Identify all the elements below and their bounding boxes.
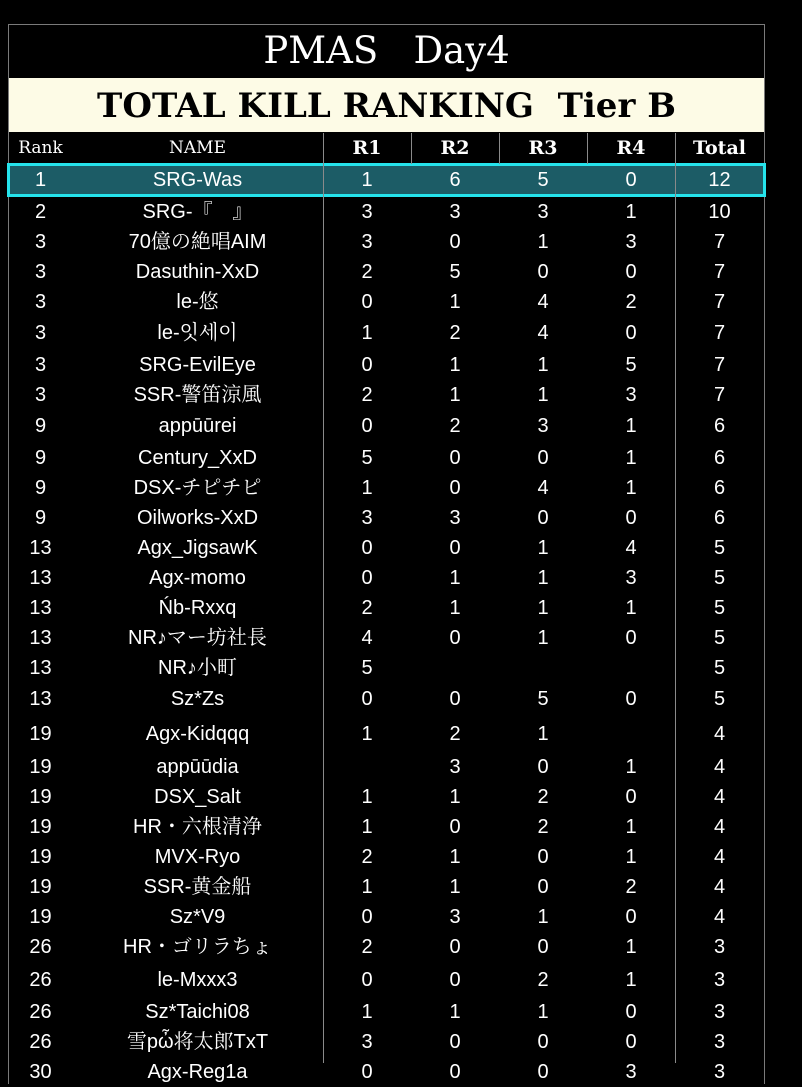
r4-cell: 1 (625, 936, 637, 958)
r4-cell: 5 (625, 354, 637, 376)
r3-cell: 3 (537, 415, 549, 437)
name-cell: NR♪マー坊社長 (128, 627, 267, 649)
r1-cell: 0 (361, 1061, 373, 1083)
r3-cell: 1 (537, 597, 549, 619)
r3-cell (499, 653, 587, 683)
name-cell: Agx_JigsawK (137, 537, 258, 559)
ranking-banner: TOTAL KILL RANKING Tier B (9, 78, 764, 132)
r1-cell: 2 (361, 936, 373, 958)
r4-cell: 0 (625, 169, 637, 191)
r2-cell: 1 (449, 876, 461, 898)
r4-cell: 1 (625, 756, 637, 778)
name-cell: Sz*Taichi08 (145, 1001, 250, 1023)
r4-cell: 1 (625, 969, 637, 991)
name-cell: Sz*Zs (170, 688, 225, 710)
table-row (9, 380, 764, 410)
rank-cell: 13 (29, 537, 52, 559)
total-cell: 6 (713, 447, 726, 469)
r2-cell: 2 (449, 415, 461, 437)
rank-cell: 9 (34, 477, 47, 499)
header-total: Total (693, 137, 746, 159)
total-cell: 10 (708, 201, 731, 223)
rank-cell: 30 (29, 1061, 52, 1083)
total-cell: 5 (713, 688, 726, 710)
r4-cell: 0 (625, 507, 637, 529)
total-cell: 4 (713, 906, 726, 928)
table-row (9, 563, 764, 593)
r3-cell: 0 (537, 936, 549, 958)
r1-cell: 3 (361, 1031, 373, 1053)
table-row (9, 197, 764, 227)
total-cell: 3 (713, 969, 726, 991)
total-cell: 7 (713, 354, 726, 376)
total-cell: 4 (713, 723, 726, 745)
rank-cell: 9 (34, 415, 47, 437)
name-cell: HR・ゴリラちょ (123, 936, 272, 958)
r2-cell: 0 (449, 231, 461, 253)
r2-cell: 0 (449, 1061, 461, 1083)
r3-cell: 0 (537, 1031, 549, 1053)
table-row (9, 932, 764, 962)
r2-cell: 0 (449, 1031, 461, 1053)
r2-cell: 1 (449, 597, 461, 619)
r2-cell: 0 (449, 537, 461, 559)
rank-cell: 3 (34, 261, 47, 283)
rank-cell: 3 (34, 322, 47, 344)
page-title: PMAS Day4 (263, 29, 510, 72)
r4-cell: 0 (625, 1001, 637, 1023)
r1-cell: 4 (361, 627, 373, 649)
rank-cell: 19 (29, 786, 52, 808)
r1-cell: 0 (361, 688, 373, 710)
rank-cell: 26 (29, 1031, 52, 1053)
r4-cell: 1 (625, 816, 637, 838)
r4-cell: 4 (625, 537, 637, 559)
total-cell: 5 (713, 537, 726, 559)
r2-cell: 2 (449, 723, 461, 745)
r1-cell: 5 (361, 447, 373, 469)
r4-cell: 3 (625, 1061, 637, 1083)
name-cell: DSX_Salt (154, 786, 241, 808)
rank-cell: 26 (29, 969, 52, 991)
name-cell: 雪pὦ将太郎TxT (126, 1031, 269, 1053)
header-name: NAME (169, 138, 226, 158)
r2-cell: 1 (449, 384, 461, 406)
rank-cell: 19 (29, 723, 52, 745)
column-divider (587, 133, 588, 164)
rank-cell: 19 (29, 906, 52, 928)
r3-cell: 0 (537, 756, 549, 778)
r3-cell: 4 (537, 477, 549, 499)
r1-cell: 2 (361, 846, 373, 868)
table-row (9, 653, 764, 683)
r3-cell: 0 (537, 507, 549, 529)
r4-cell: 3 (625, 231, 637, 253)
r1-cell: 3 (361, 201, 373, 223)
table-row (9, 533, 764, 563)
rank-cell: 3 (34, 354, 47, 376)
rank-cell: 13 (29, 688, 52, 710)
rank-cell: 3 (34, 384, 47, 406)
table-row (9, 902, 764, 932)
header-r1: R1 (352, 137, 382, 159)
table-row (9, 503, 764, 533)
r3-cell: 1 (537, 231, 549, 253)
rank-cell: 13 (29, 627, 52, 649)
table-row (9, 287, 764, 317)
r4-cell: 0 (625, 688, 637, 710)
r2-cell: 2 (449, 322, 461, 344)
total-cell: 6 (713, 477, 726, 499)
r2-cell: 1 (449, 1001, 461, 1023)
table-row (9, 1057, 764, 1087)
r1-cell: 1 (361, 723, 373, 745)
r2-cell: 5 (449, 261, 461, 283)
r4-cell: 2 (625, 876, 637, 898)
r1-cell (323, 752, 411, 782)
header-r4: R4 (616, 137, 646, 159)
total-cell: 5 (713, 657, 726, 679)
rank-cell: 26 (29, 1001, 52, 1023)
r2-cell: 1 (449, 354, 461, 376)
r4-cell (587, 719, 675, 749)
r1-cell: 1 (361, 169, 373, 191)
name-cell: SRG-Was (152, 169, 243, 191)
name-cell: Sz*V9 (169, 906, 226, 928)
table-row (9, 782, 764, 812)
table-row (9, 719, 764, 749)
total-cell: 5 (713, 597, 726, 619)
rank-cell: 26 (29, 936, 52, 958)
r4-cell: 1 (625, 415, 637, 437)
table-row (9, 443, 764, 473)
name-cell: Ńb-Rxxq (158, 597, 237, 619)
name-cell: le-Mxxx3 (157, 969, 238, 991)
r3-cell: 0 (537, 876, 549, 898)
r2-cell: 0 (449, 936, 461, 958)
rank-cell: 3 (34, 291, 47, 313)
name-cell: appūūrei (158, 415, 237, 437)
r1-cell: 0 (361, 537, 373, 559)
name-cell: NR♪小町 (158, 657, 237, 679)
total-cell: 7 (713, 291, 726, 313)
name-cell: SSR-警笛涼風 (133, 384, 262, 406)
total-cell: 4 (713, 786, 726, 808)
r3-cell: 5 (537, 688, 549, 710)
total-cell: 12 (708, 169, 731, 191)
total-cell: 3 (713, 1031, 726, 1053)
r2-cell: 1 (449, 567, 461, 589)
r3-cell: 1 (537, 723, 549, 745)
r3-cell: 4 (537, 291, 549, 313)
r4-cell: 1 (625, 201, 637, 223)
total-cell: 6 (713, 415, 726, 437)
table-row (9, 1027, 764, 1057)
r4-cell: 0 (625, 786, 637, 808)
name-cell: SRG-EvilEye (139, 354, 256, 376)
table-row (9, 965, 764, 995)
total-cell: 3 (713, 1061, 726, 1083)
r2-cell: 0 (449, 816, 461, 838)
total-cell: 4 (713, 876, 726, 898)
r4-cell: 0 (625, 627, 637, 649)
r2-cell: 0 (449, 627, 461, 649)
table-row (9, 350, 764, 380)
r4-cell: 0 (625, 1031, 637, 1053)
total-cell: 7 (713, 322, 726, 344)
rank-cell: 9 (34, 507, 47, 529)
r3-cell: 3 (537, 201, 549, 223)
r4-cell: 1 (625, 846, 637, 868)
rank-cell: 13 (29, 657, 52, 679)
r4-cell: 3 (625, 384, 637, 406)
r1-cell: 0 (361, 969, 373, 991)
r1-cell: 1 (361, 477, 373, 499)
table-row (9, 318, 764, 348)
r2-cell: 3 (449, 756, 461, 778)
total-cell: 5 (713, 627, 726, 649)
column-divider (499, 133, 500, 164)
header-rank: Rank (18, 138, 63, 158)
rank-cell: 9 (34, 447, 47, 469)
name-cell: le-悠 (176, 291, 219, 313)
r4-cell: 3 (625, 567, 637, 589)
r3-cell: 4 (537, 322, 549, 344)
r2-cell: 1 (449, 786, 461, 808)
r3-cell: 1 (537, 627, 549, 649)
r4-cell: 2 (625, 291, 637, 313)
r4-cell: 1 (625, 597, 637, 619)
r3-cell: 1 (537, 384, 549, 406)
name-cell: Century_XxD (138, 447, 257, 469)
name-cell: Oilworks-XxD (136, 507, 259, 529)
table-header (9, 133, 764, 164)
r2-cell: 0 (449, 447, 461, 469)
rank-cell: 2 (34, 201, 47, 223)
r3-cell: 0 (537, 846, 549, 868)
r4-cell: 1 (625, 477, 637, 499)
table-row (9, 842, 764, 872)
r1-cell: 0 (361, 291, 373, 313)
r3-cell: 1 (537, 567, 549, 589)
rank-cell: 19 (29, 846, 52, 868)
r2-cell: 0 (449, 688, 461, 710)
table-row (9, 812, 764, 842)
r2-cell: 6 (449, 169, 461, 191)
header-r3: R3 (528, 137, 558, 159)
r3-cell: 0 (537, 261, 549, 283)
r3-cell: 0 (537, 447, 549, 469)
r3-cell: 2 (537, 786, 549, 808)
name-cell: Agx-Reg1a (147, 1061, 248, 1083)
r1-cell: 1 (361, 816, 373, 838)
total-cell: 7 (713, 231, 726, 253)
column-divider (411, 133, 412, 164)
r1-cell: 3 (361, 507, 373, 529)
rank-cell: 1 (34, 169, 47, 191)
name-cell: Agx-momo (149, 567, 246, 589)
total-cell: 3 (713, 1001, 726, 1023)
r1-cell: 3 (361, 231, 373, 253)
table-row (9, 684, 764, 714)
rank-cell: 19 (29, 816, 52, 838)
table-row (9, 227, 764, 257)
total-cell: 4 (713, 816, 726, 838)
r1-cell: 2 (361, 384, 373, 406)
table-row (9, 872, 764, 902)
total-cell: 7 (713, 261, 726, 283)
r3-cell: 1 (537, 537, 549, 559)
r2-cell: 0 (449, 969, 461, 991)
r3-cell: 2 (537, 969, 549, 991)
table-row (9, 257, 764, 287)
r1-cell: 0 (361, 906, 373, 928)
table-row (9, 997, 764, 1027)
r2-cell: 3 (449, 201, 461, 223)
r4-cell: 1 (625, 447, 637, 469)
r1-cell: 0 (361, 354, 373, 376)
r4-cell: 0 (625, 261, 637, 283)
r2-cell: 0 (449, 477, 461, 499)
table-row (9, 473, 764, 503)
r1-cell: 1 (361, 786, 373, 808)
r2-cell: 1 (449, 291, 461, 313)
r4-cell: 0 (625, 322, 637, 344)
r1-cell: 1 (361, 322, 373, 344)
name-cell: 70億の絶唱AIM (128, 231, 267, 253)
rank-cell: 13 (29, 567, 52, 589)
r3-cell: 2 (537, 816, 549, 838)
name-cell: Dasuthin-XxD (135, 261, 260, 283)
name-cell: SRG-『 』 (142, 201, 253, 223)
table-row (9, 593, 764, 623)
table-row (9, 752, 764, 782)
table-row (9, 411, 764, 441)
r2-cell: 3 (449, 507, 461, 529)
r2-cell: 1 (449, 846, 461, 868)
r3-cell: 1 (537, 906, 549, 928)
r3-cell: 5 (537, 169, 549, 191)
r3-cell: 1 (537, 1001, 549, 1023)
r1-cell: 0 (361, 567, 373, 589)
total-cell: 4 (713, 846, 726, 868)
r1-cell: 1 (361, 1001, 373, 1023)
name-cell: DSX-チピチピ (133, 477, 262, 499)
name-cell: HR・六根清浄 (133, 816, 262, 838)
r4-cell (587, 653, 675, 683)
rank-cell: 13 (29, 597, 52, 619)
r3-cell: 0 (537, 1061, 549, 1083)
total-cell: 3 (713, 936, 726, 958)
name-cell: le-잇세이 (157, 322, 238, 344)
total-cell: 5 (713, 567, 726, 589)
r4-cell: 0 (625, 906, 637, 928)
column-divider (323, 133, 324, 1063)
r1-cell: 0 (361, 415, 373, 437)
name-cell: SSR-黄金船 (143, 876, 252, 898)
rank-cell: 19 (29, 876, 52, 898)
r2-cell (411, 653, 499, 683)
name-cell: Agx-Kidqqq (145, 723, 250, 745)
r1-cell: 1 (361, 876, 373, 898)
r3-cell: 1 (537, 354, 549, 376)
name-cell: MVX-Ryo (154, 846, 241, 868)
rank-cell: 3 (34, 231, 47, 253)
total-cell: 4 (713, 756, 726, 778)
r2-cell: 3 (449, 906, 461, 928)
column-divider (675, 133, 676, 1063)
total-cell: 6 (713, 507, 726, 529)
r1-cell: 2 (361, 261, 373, 283)
table-row (9, 623, 764, 653)
header-r2: R2 (440, 137, 470, 159)
table-row-highlighted (9, 165, 764, 195)
r1-cell: 5 (361, 657, 373, 679)
r1-cell: 2 (361, 597, 373, 619)
name-cell: appūūdia (156, 756, 239, 778)
total-cell: 7 (713, 384, 726, 406)
rank-cell: 19 (29, 756, 52, 778)
